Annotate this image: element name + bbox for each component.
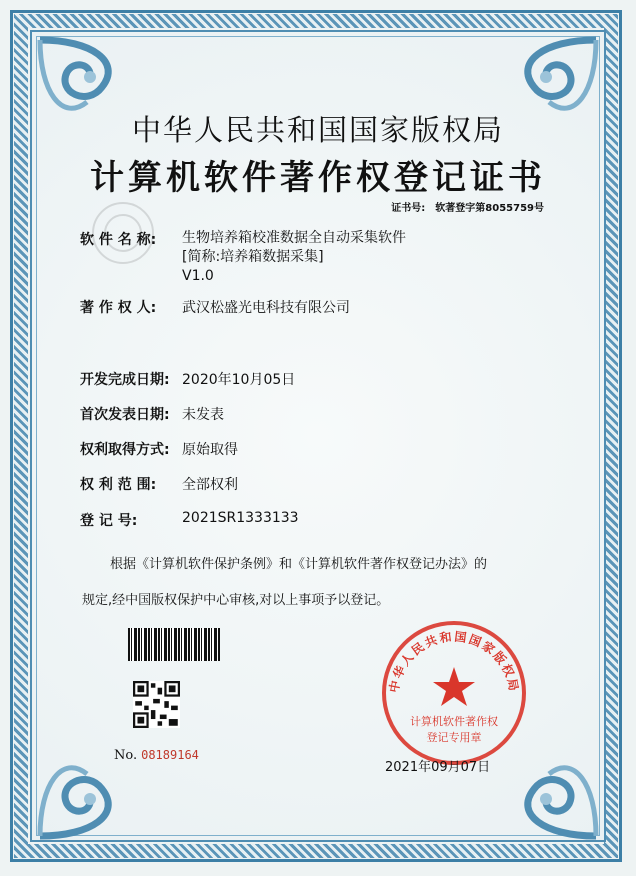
qr-code — [133, 681, 180, 728]
seal-line-2: 登记专用章 — [426, 731, 482, 744]
certificate-number-value: 软著登字第8055759号 — [435, 203, 544, 214]
serial-value: 08189164 — [141, 748, 199, 762]
seal-line-1: 计算机软件著作权 — [410, 715, 498, 728]
publish-date-label: 首次发表日期: — [80, 407, 170, 423]
owner-label: 著 作 权 人: — [80, 300, 157, 316]
statement-line-1: 根据《计算机软件保护条例》和《计算机软件著作权登记办法》的 — [110, 557, 488, 572]
serial-number — [114, 748, 199, 763]
software-name-label: 软 件 名 称: — [80, 232, 157, 248]
registration-number-label: 登 记 号: — [80, 513, 138, 529]
serial-label: No. — [114, 748, 138, 763]
registration-number-row — [80, 510, 299, 530]
statement-line-2: 规定,经中国版权保护中心审核,对以上事项予以登记。 — [82, 593, 390, 608]
certificate-title: 计算机软件著作权登记证书 — [90, 158, 546, 198]
rights-scope-value: 全部权利 — [182, 477, 238, 493]
short-name: [简称:培养箱数据采集] — [182, 249, 324, 265]
publish-date-value: 未发表 — [182, 407, 224, 423]
version: V1.0 — [182, 268, 214, 284]
registration-number-value: 2021SR1333133 — [182, 510, 299, 526]
issue-date: 2021年09月07日 — [385, 760, 491, 775]
software-name-row — [80, 229, 406, 286]
official-seal — [378, 617, 530, 769]
barcode — [128, 628, 220, 661]
seal-ring-text: 中华人民共和国国家版权局 — [386, 629, 522, 694]
certificate-number — [391, 199, 544, 214]
completion-date-value: 2020年10月05日 — [182, 372, 296, 388]
certificate-number-label: 证书号: — [391, 203, 426, 214]
issuer-title: 中华人民共和国国家版权局 — [131, 113, 504, 147]
completion-date-label: 开发完成日期: — [80, 372, 170, 388]
publish-date-row — [80, 404, 224, 424]
rights-scope-row — [80, 474, 238, 494]
completion-date-row — [80, 369, 295, 389]
acquire-method-row — [80, 439, 238, 459]
acquire-method-value: 原始取得 — [182, 442, 238, 458]
software-name: 生物培养箱校准数据全自动采集软件 — [182, 230, 406, 246]
acquire-method-label: 权利取得方式: — [80, 442, 170, 458]
owner-row — [80, 297, 350, 317]
rights-scope-label: 权 利 范 围: — [80, 477, 157, 493]
software-name-value-block — [182, 229, 406, 286]
owner-value: 武汉松盛光电科技有限公司 — [182, 300, 350, 316]
statement — [82, 547, 560, 619]
